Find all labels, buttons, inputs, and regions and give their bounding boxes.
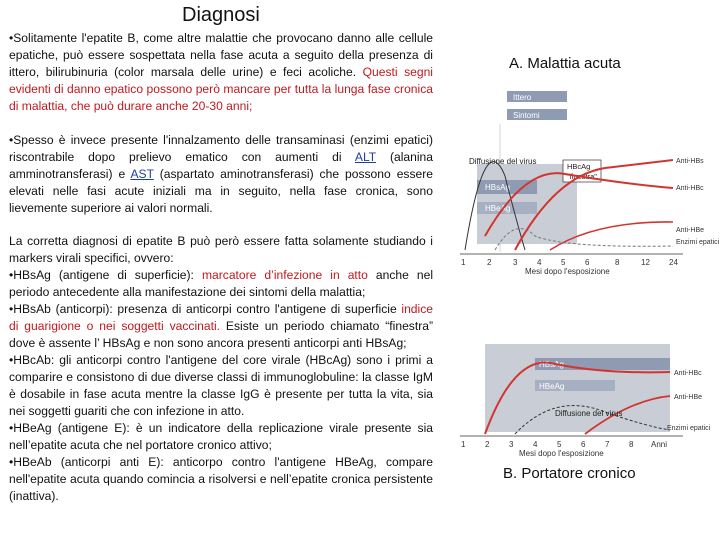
figure-b-tick: 6 [581,440,586,449]
hbcab-item: •HBcAb: gli anticorpi contro l'antigene del core virale (HBcAg) sono i primi a comparire e consistono di due diverse classi di immunoglobuline: la classe IgM è dosabile in fase acuta mentre la classe IgG è presente per tutta la vita, sia nei soggetti guariti che con infezione in atto. [9,353,433,418]
figure-a-tick: 6 [585,258,590,267]
figure-b-diffusion-label: Diffusione del virus [555,409,623,418]
hbsab-item-2: Esiste un periodo chiamato “finestra” dove è assente l’ HBsAg e non sono ancora presenti anticorpi anti HBsAg; [9,319,433,350]
figure-a-caption: A. Malattia acuta [509,55,621,72]
figure-a-tick: 4 [537,258,542,267]
page-title: Diagnosi [182,4,260,26]
figure-a-anti-hbs-label: Anti-HBs [676,158,704,165]
markers-paragraph [9,233,433,505]
figure-a-enzymes-label: Enzimi epatici [676,239,720,246]
figure-a-anti-hbc-label: Anti-HBc [676,185,704,192]
figure-a-hbcag-label: HBcAg [567,162,591,171]
intro-text: •Solitamente l'epatite B, come altre malattie che provocano danno alle cellule epatiche, può essere sospettata nella fase acuta a seguito della presenza di ittero, bilirubinuria (color marsala delle urine) e feci acoliche. [9,31,433,79]
transaminases-text-3: (aspartato aminotransferasi) che possono essere elevati nelle fasi acute iniziali ma in seguito, nella fase cronica, sono lievemente superiore ai valori normali. [9,167,433,215]
hbsag-item: •HBsAg (antigene di superficie): [9,268,202,282]
figure-a-tick: 8 [615,258,620,267]
transaminases-text-2: (alanina amminotransferasi) e [9,150,433,181]
figure-a-tick: 1 [461,258,466,267]
figure-a-sintomi-label: Sintomi [513,111,540,120]
ast-link[interactable]: AST [130,167,154,181]
figure-b-tick: 1 [461,440,466,449]
hbsag-item-2: anche nel periodo antecedente alla manifestazione dei sintomi della malattia; [9,268,434,299]
figure-a-xlabel: Mesi dopo l'esposizione [525,267,610,276]
figure-a-diffusion-label: Diffusione del virus [469,157,537,166]
figure-b-tick: 3 [509,440,514,449]
figure-a-tick: 2 [487,258,492,267]
figure-b-anti-hbe-label: Anti-HBe [674,394,703,401]
figure-a-tick: 5 [561,258,566,267]
figure-a-acute-infection [455,86,720,276]
figure-a-finestra-label: "finestra" [567,172,597,181]
hbsab-item: •HBsAb (anticorpi): presenza di anticorpi contro l'antigene di superficie [9,302,402,316]
figure-b-anti-hbc-label: Anti-HBc [674,370,702,377]
figure-b-tick: 2 [485,440,490,449]
figure-b-enzymes-label: Enzimi epatici [667,425,711,432]
figure-a-hbeag-label: HBeAg [485,204,511,213]
transaminases-paragraph [9,132,433,217]
hbeag-item: •HBeAg (antigene E): è un indicatore della replicazione virale presente sia nell’epatite acuta che nel portatore cronico attivo; [9,421,433,452]
figure-b-tick: 4 [533,440,538,449]
hbsag-highlight: marcatore d’infezione in atto [201,268,368,282]
figure-a-tick: 24 [669,258,678,267]
hbeab-item: •HBeAb (anticorpi anti E): anticorpo contro l'antigene HBeAg, compare nell'epatite acuta quando comincia a risolversi e nell’epatite cronica persistente (inattiva). [9,455,433,503]
figure-a-ittero-label: Ittero [513,93,532,102]
figure-b-hbeag-label: HBeAg [539,382,565,391]
intro-paragraph [9,30,433,115]
figure-a-hbsag-label: HBsAg [485,183,510,192]
hbsab-highlight: indice di guarigione o nei soggetti vaccinati. [9,302,433,333]
figure-b-caption: B. Portatore cronico [503,465,636,482]
intro-warning: Questi segni evidenti di danno epatico possono però mancare per tutta la lunga fase cronica di malattia, che può durare anche 20-30 anni; [9,65,433,113]
figure-b-xlabel: Mesi dopo l'esposizione [519,449,604,458]
transaminases-text: •Spesso è invece presente l'innalzamento delle transaminasi (enzimi epatici) riscontrabile dopo prelievo ematico con aumenti di [9,133,433,164]
figure-a-tick: 3 [513,258,518,267]
figure-b-tick: Anni [651,440,668,449]
figure-a-anti-hbe-label: Anti-HBe [676,227,705,234]
figure-b-tick: 5 [557,440,562,449]
markers-intro: La corretta diagnosi di epatite B può però essere fatta solamente studiando i markers virali specifici, ovvero: [9,234,433,265]
figure-b-tick: 7 [605,440,610,449]
figure-b-hbsag-label: HBsAg [539,360,564,369]
figure-a-tick: 12 [641,258,650,267]
figure-b-chronic-carrier [455,322,711,458]
alt-link[interactable]: ALT [354,150,376,164]
figure-b-tick: 8 [629,440,634,449]
